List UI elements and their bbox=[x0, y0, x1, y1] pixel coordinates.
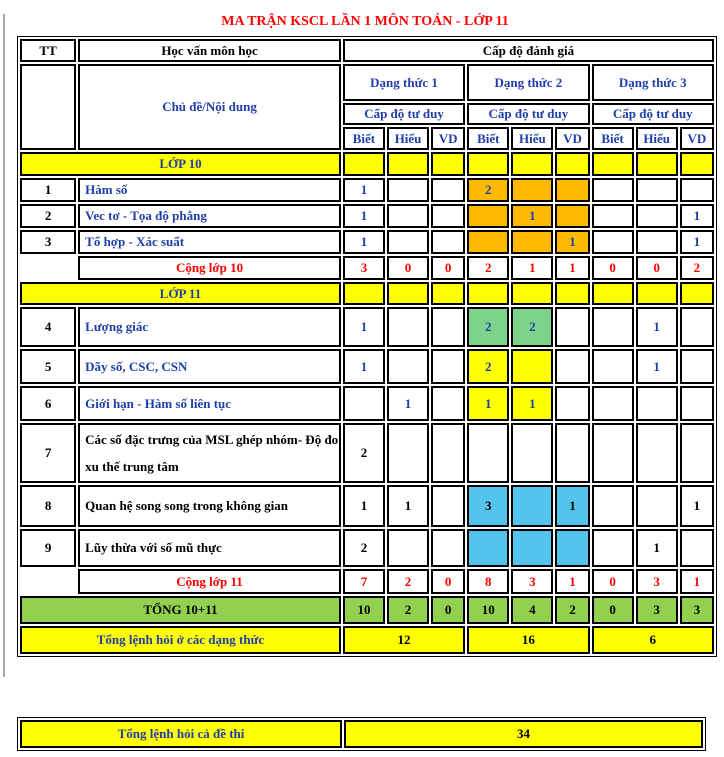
matrix-cell bbox=[592, 307, 634, 347]
matrix-cell bbox=[511, 485, 553, 527]
table-row bbox=[20, 386, 714, 421]
header-level-1: Cấp độ tư duy bbox=[343, 103, 465, 125]
header-tt: TT bbox=[20, 39, 76, 62]
header-form-3: Dạng thức 3 bbox=[592, 64, 714, 101]
page-left-border bbox=[3, 14, 5, 677]
matrix-cell bbox=[467, 204, 509, 228]
matrix-cell bbox=[511, 423, 553, 483]
matrix-cell bbox=[555, 423, 589, 483]
class-row-cell bbox=[636, 152, 678, 176]
header-col-biet-1: Biết bbox=[343, 127, 385, 150]
topic-cell: Dãy số, CSC, CSN bbox=[78, 349, 341, 384]
subtotal-row bbox=[20, 569, 714, 594]
matrix-cell: 1 bbox=[343, 230, 385, 254]
matrix-cell: 2 bbox=[343, 423, 385, 483]
form-total-cell: 6 bbox=[592, 626, 714, 654]
topic-cell: Giới hạn - Hàm số liên tục bbox=[78, 386, 341, 421]
matrix-cell: 1 bbox=[467, 386, 509, 421]
matrix-cell bbox=[636, 485, 678, 527]
matrix-cell bbox=[387, 423, 429, 483]
class-row-cell bbox=[592, 152, 634, 176]
matrix-cell bbox=[592, 485, 634, 527]
matrix-cell: 1 bbox=[555, 230, 589, 254]
matrix-cell bbox=[387, 204, 429, 228]
tt-cell-empty bbox=[20, 256, 76, 280]
tt-cell-empty bbox=[20, 569, 76, 594]
table-row bbox=[20, 529, 714, 567]
class-row-cell bbox=[680, 282, 714, 305]
subtotal-cell: 1 bbox=[511, 256, 553, 280]
subtotal-cell: 0 bbox=[431, 569, 465, 594]
matrix-cell: 1 bbox=[680, 204, 714, 228]
matrix-cell bbox=[511, 178, 553, 202]
matrix-cell: 1 bbox=[636, 349, 678, 384]
class-row-cell bbox=[511, 282, 553, 305]
grand-total-cell: 0 bbox=[431, 596, 465, 624]
matrix-cell: 1 bbox=[680, 230, 714, 254]
matrix-cell bbox=[680, 529, 714, 567]
tt-cell: 4 bbox=[20, 307, 76, 347]
subtotal-cell: 3 bbox=[636, 569, 678, 594]
matrix-cell bbox=[387, 230, 429, 254]
header-col-vd-3: VD bbox=[680, 127, 714, 150]
matrix-cell bbox=[387, 178, 429, 202]
matrix-cell bbox=[467, 423, 509, 483]
matrix-cell bbox=[431, 485, 465, 527]
matrix-cell bbox=[592, 423, 634, 483]
matrix-cell: 2 bbox=[467, 349, 509, 384]
class-row-cell bbox=[592, 282, 634, 305]
class-row-cell bbox=[431, 152, 465, 176]
grand-total-cell: 0 bbox=[592, 596, 634, 624]
matrix-cell bbox=[431, 386, 465, 421]
header-form-2: Dạng thức 2 bbox=[467, 64, 589, 101]
grand-total-cell: 3 bbox=[680, 596, 714, 624]
matrix-cell bbox=[431, 423, 465, 483]
matrix-cell: 1 bbox=[343, 307, 385, 347]
table-row bbox=[20, 307, 714, 347]
matrix-cell bbox=[555, 178, 589, 202]
subtotal-cell: 3 bbox=[511, 569, 553, 594]
class-row-cell bbox=[343, 152, 385, 176]
matrix-cell: 2 bbox=[467, 307, 509, 347]
subtotal-cell: 0 bbox=[387, 256, 429, 280]
subtotal-cell: 0 bbox=[431, 256, 465, 280]
grand-total-row bbox=[20, 596, 714, 624]
subtotal-cell: 1 bbox=[555, 256, 589, 280]
table-row bbox=[20, 204, 714, 228]
header-col-vd-2: VD bbox=[555, 127, 589, 150]
subtotal-cell: 3 bbox=[343, 256, 385, 280]
topic-cell: Các số đặc trưng của MSL ghép nhóm- Độ đo xu thế trung tâm bbox=[78, 423, 341, 483]
class-row-cell bbox=[555, 152, 589, 176]
matrix-cell bbox=[592, 230, 634, 254]
matrix-cell bbox=[636, 178, 678, 202]
matrix-cell: 1 bbox=[387, 386, 429, 421]
header-col-hieu-2: Hiểu bbox=[511, 127, 553, 150]
matrix-cell: 3 bbox=[467, 485, 509, 527]
table-row bbox=[20, 178, 714, 202]
matrix-cell bbox=[636, 204, 678, 228]
subtotal-cell: 0 bbox=[636, 256, 678, 280]
grand-total-cell: 2 bbox=[555, 596, 589, 624]
matrix-cell bbox=[636, 386, 678, 421]
matrix-cell bbox=[680, 349, 714, 384]
subtotal-cell: 7 bbox=[343, 569, 385, 594]
matrix-cell bbox=[636, 423, 678, 483]
matrix-cell bbox=[680, 307, 714, 347]
table-row bbox=[20, 349, 714, 384]
matrix-cell bbox=[680, 423, 714, 483]
grand-total-cell: 2 bbox=[387, 596, 429, 624]
matrix-cell bbox=[467, 529, 509, 567]
matrix-cell: 1 bbox=[343, 349, 385, 384]
header-tt-spacer bbox=[20, 64, 76, 150]
class-row-cell bbox=[387, 152, 429, 176]
matrix-cell bbox=[387, 307, 429, 347]
subtotal-cell: 2 bbox=[680, 256, 714, 280]
tt-cell: 8 bbox=[20, 485, 76, 527]
subtotal-cell: 1 bbox=[555, 569, 589, 594]
header-form-1: Dạng thức 1 bbox=[343, 64, 465, 101]
subtotal-cell: 0 bbox=[592, 569, 634, 594]
table-row bbox=[20, 230, 714, 254]
tt-cell: 5 bbox=[20, 349, 76, 384]
matrix-cell: 1 bbox=[555, 485, 589, 527]
class-row-cell bbox=[636, 282, 678, 305]
tt-cell: 1 bbox=[20, 178, 76, 202]
matrix-cell bbox=[343, 386, 385, 421]
header-col-vd-1: VD bbox=[431, 127, 465, 150]
subtotal-cell: 8 bbox=[467, 569, 509, 594]
matrix-cell: 1 bbox=[387, 485, 429, 527]
topic-cell: Vec tơ - Tọa độ phẳng bbox=[78, 204, 341, 228]
matrix-cell bbox=[511, 529, 553, 567]
matrix-cell bbox=[592, 529, 634, 567]
matrix-cell: 2 bbox=[511, 307, 553, 347]
matrix-cell bbox=[431, 230, 465, 254]
tt-cell: 3 bbox=[20, 230, 76, 254]
forms-total-row bbox=[20, 626, 714, 654]
matrix-cell bbox=[592, 386, 634, 421]
matrix-cell bbox=[555, 386, 589, 421]
forms-total-label: Tổng lệnh hỏi ở các dạng thức bbox=[20, 626, 341, 654]
matrix-cell bbox=[555, 349, 589, 384]
class-row-cell bbox=[467, 282, 509, 305]
page-title: MA TRẬN KSCL LẦN 1 MÔN TOÁN - LỚP 11 bbox=[221, 14, 509, 29]
tt-cell: 2 bbox=[20, 204, 76, 228]
matrix-cell bbox=[592, 349, 634, 384]
tt-cell: 9 bbox=[20, 529, 76, 567]
header-topic: Chủ đề/Nội dung bbox=[78, 64, 341, 150]
matrix-cell bbox=[592, 204, 634, 228]
matrix-cell bbox=[387, 529, 429, 567]
subtotal-row bbox=[20, 256, 714, 280]
class-row-label: LỚP 10 bbox=[20, 152, 341, 176]
class-row-label: LỚP 11 bbox=[20, 282, 341, 305]
matrix-cell bbox=[680, 386, 714, 421]
matrix-cell: 1 bbox=[343, 204, 385, 228]
class-row-cell bbox=[387, 282, 429, 305]
topic-cell: Tổ hợp - Xác suất bbox=[78, 230, 341, 254]
grand-total-cell: 4 bbox=[511, 596, 553, 624]
topic-cell: Hàm số bbox=[78, 178, 341, 202]
class-row-cell bbox=[467, 152, 509, 176]
header-assessment: Cấp độ đánh giá bbox=[343, 39, 714, 62]
matrix-cell bbox=[467, 230, 509, 254]
subtotal-cell: 0 bbox=[592, 256, 634, 280]
exam-total-table bbox=[17, 717, 706, 751]
matrix-cell: 1 bbox=[511, 386, 553, 421]
matrix-cell bbox=[555, 307, 589, 347]
matrix-cell bbox=[431, 307, 465, 347]
subtotal-cell: 2 bbox=[467, 256, 509, 280]
subtotal-label: Cộng lớp 11 bbox=[78, 569, 341, 594]
form-total-cell: 16 bbox=[467, 626, 589, 654]
table-row bbox=[20, 485, 714, 527]
subtotal-cell: 1 bbox=[680, 569, 714, 594]
matrix-cell: 1 bbox=[636, 307, 678, 347]
tt-cell: 7 bbox=[20, 423, 76, 483]
topic-cell: Lũy thừa với số mũ thực bbox=[78, 529, 341, 567]
header-subject: Học vấn môn học bbox=[78, 39, 341, 62]
class-row-cell bbox=[680, 152, 714, 176]
matrix-cell bbox=[592, 178, 634, 202]
matrix-cell bbox=[636, 230, 678, 254]
grand-total-cell: 10 bbox=[467, 596, 509, 624]
topic-cell: Lượng giác bbox=[78, 307, 341, 347]
header-col-hieu-1: Hiểu bbox=[387, 127, 429, 150]
matrix-cell bbox=[387, 349, 429, 384]
matrix-cell: 1 bbox=[680, 485, 714, 527]
exam-total-value: 34 bbox=[344, 720, 703, 748]
exam-total-label: Tổng lệnh hỏi cả đề thi bbox=[20, 720, 342, 748]
matrix-cell bbox=[431, 349, 465, 384]
matrix-cell: 1 bbox=[636, 529, 678, 567]
subtotal-label: Cộng lớp 10 bbox=[78, 256, 341, 280]
header-col-biet-2: Biết bbox=[467, 127, 509, 150]
grand-total-cell: 3 bbox=[636, 596, 678, 624]
class-row-cell bbox=[343, 282, 385, 305]
class-row-cell bbox=[511, 152, 553, 176]
tt-cell: 6 bbox=[20, 386, 76, 421]
class-row-cell bbox=[431, 282, 465, 305]
grand-total-label: TỔNG 10+11 bbox=[20, 596, 341, 624]
matrix-cell bbox=[555, 204, 589, 228]
matrix-cell: 1 bbox=[343, 178, 385, 202]
matrix-cell: 1 bbox=[511, 204, 553, 228]
header-col-hieu-3: Hiểu bbox=[636, 127, 678, 150]
topic-cell: Quan hệ song song trong không gian bbox=[78, 485, 341, 527]
matrix-cell bbox=[680, 178, 714, 202]
matrix-cell bbox=[511, 230, 553, 254]
matrix-cell bbox=[511, 349, 553, 384]
matrix-cell: 2 bbox=[343, 529, 385, 567]
matrix-cell bbox=[555, 529, 589, 567]
subtotal-cell: 2 bbox=[387, 569, 429, 594]
matrix-cell bbox=[431, 178, 465, 202]
matrix-table bbox=[17, 36, 717, 657]
matrix-cell bbox=[431, 204, 465, 228]
class-row-cell bbox=[555, 282, 589, 305]
form-total-cell: 12 bbox=[343, 626, 465, 654]
grand-total-cell: 10 bbox=[343, 596, 385, 624]
matrix-cell: 1 bbox=[343, 485, 385, 527]
header-col-biet-3: Biết bbox=[592, 127, 634, 150]
table-row bbox=[20, 423, 714, 483]
matrix-cell: 2 bbox=[467, 178, 509, 202]
matrix-cell bbox=[431, 529, 465, 567]
header-level-3: Cấp độ tư duy bbox=[592, 103, 714, 125]
header-level-2: Cấp độ tư duy bbox=[467, 103, 589, 125]
